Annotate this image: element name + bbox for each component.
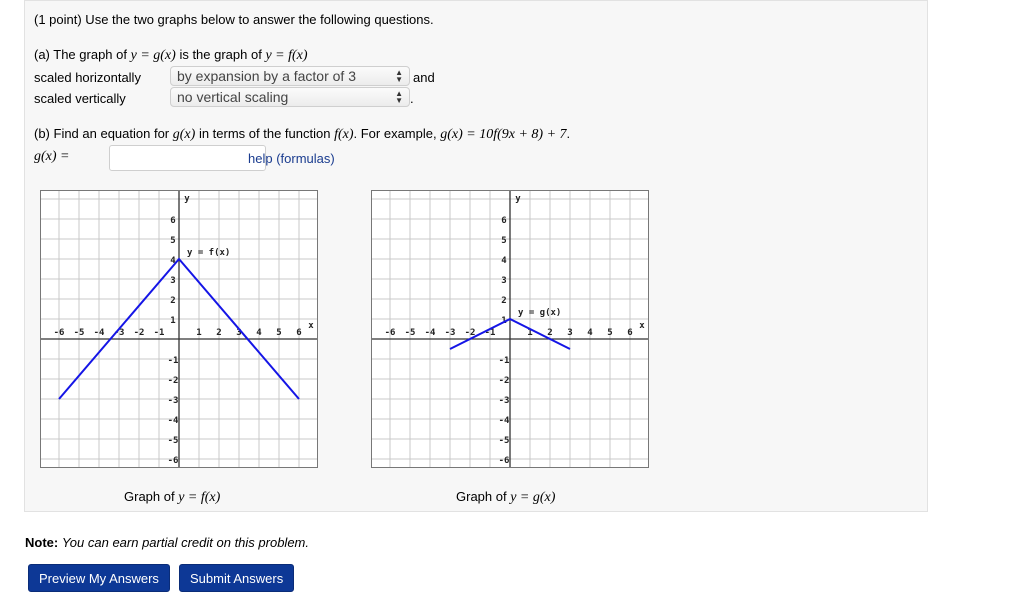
- graph-f-y-tick-label: -1: [167, 356, 179, 366]
- note-label: Note:: [25, 535, 59, 550]
- graph-f-y-tick-label: 2: [170, 296, 176, 306]
- graph-f-curve-label: y = f(x): [187, 248, 231, 258]
- part-a-question: [34, 47, 308, 64]
- graph-g-y-tick-label: 5: [501, 236, 507, 246]
- graph-f-y-tick-label: 1: [170, 316, 176, 326]
- graph-g-y-tick-label: 4: [501, 256, 507, 266]
- graph-f-caption-text: Graph of: [124, 489, 175, 504]
- graph-g-x-tick-label: -6: [384, 328, 396, 338]
- graph-f-x-axis-letter: x: [308, 321, 314, 331]
- part-a-mid: is the graph of: [179, 47, 262, 62]
- graph-f-y-tick-label: 3: [170, 276, 176, 286]
- graph-f-x-tick-label: 1: [196, 328, 202, 338]
- graph-f-y-tick-label: -6: [167, 456, 179, 466]
- note: [25, 535, 309, 550]
- graph-f-x-tick-label: 2: [216, 328, 222, 338]
- graph-f-x-tick-label: -2: [133, 328, 145, 338]
- graph-g-x-axis-letter: x: [639, 321, 645, 331]
- graph-g-x-tick-label: -5: [404, 328, 416, 338]
- graph-f-x-tick-label: -3: [113, 328, 125, 338]
- graph-g-curve-label: y = g(x): [518, 308, 562, 318]
- part-b-example-lead: . For example,: [353, 126, 437, 141]
- graph-g-y-tick-label: -4: [498, 416, 510, 426]
- graph-g-y-axis-letter: y: [515, 194, 521, 204]
- answer-label: g(x) =: [34, 149, 70, 164]
- problem-panel: [24, 0, 928, 512]
- preview-answers-button[interactable]: Preview My Answers: [28, 564, 170, 592]
- graph-g-caption-math: y = g(x): [510, 490, 556, 505]
- select-arrows-icon: ▲ ▼: [395, 89, 403, 105]
- part-b-math-g: g(x): [172, 127, 196, 142]
- vertical-scaling-label: scaled vertically: [34, 91, 126, 106]
- part-a-math-f: y = f(x): [265, 48, 308, 63]
- graph-f-caption-math: y = f(x): [178, 490, 221, 505]
- select-arrows-icon: ▲ ▼: [395, 68, 403, 84]
- horizontal-scaling-label: scaled horizontally: [34, 70, 141, 85]
- vertical-scaling-suffix: .: [410, 91, 414, 106]
- part-a-lead: (a) The graph of: [34, 47, 127, 62]
- help-formulas-link[interactable]: help (formulas): [248, 151, 335, 166]
- graph-g-x-tick-label: -1: [484, 328, 496, 338]
- graph-g-x-tick-label: 6: [627, 328, 633, 338]
- graph-g-x-tick-label: -2: [464, 328, 476, 338]
- part-b-example-end: .: [566, 126, 571, 141]
- graph-f-y-tick-label: 5: [170, 236, 176, 246]
- graph-g-y-tick-label: -2: [498, 376, 510, 386]
- graph-g-y-tick-label: 3: [501, 276, 507, 286]
- graph-f-x-tick-label: -5: [73, 328, 85, 338]
- graph-g-y-tick-label: -3: [498, 396, 510, 406]
- graph-g-x-tick-label: -3: [444, 328, 456, 338]
- part-b-question: [34, 126, 570, 143]
- graph-f-y-tick-label: -3: [167, 396, 179, 406]
- part-b-math-f: f(x): [334, 127, 354, 142]
- vertical-scaling-select[interactable]: [170, 87, 410, 107]
- graph-g-y-tick-label: 6: [501, 216, 507, 226]
- graph-g-y-tick-label: 1: [501, 316, 507, 326]
- part-a-math-g: y = g(x): [130, 48, 176, 63]
- answer-input[interactable]: [109, 145, 266, 171]
- graph-f-x-tick-label: 4: [256, 328, 262, 338]
- graph-g-y-tick-label: -1: [498, 356, 510, 366]
- graph-f-y-tick-label: -5: [167, 436, 179, 446]
- graph-g-caption-text: Graph of: [456, 489, 507, 504]
- graph-f-y-tick-label: -4: [167, 416, 179, 426]
- graph-g-y-tick-label: -5: [498, 436, 510, 446]
- horizontal-scaling-select[interactable]: [170, 66, 410, 86]
- graph-f-y-tick-label: 4: [170, 256, 176, 266]
- horizontal-scaling-suffix: and: [413, 70, 435, 85]
- graph-f-y-tick-label: 6: [170, 216, 176, 226]
- part-b-mid: in terms of the function: [198, 126, 331, 141]
- part-b-lead: (b) Find an equation for: [34, 126, 170, 141]
- graph-f-x-tick-label: -1: [153, 328, 165, 338]
- graph-g-canvas: [372, 191, 648, 467]
- graph-g-x-tick-label: 4: [587, 328, 593, 338]
- note-text: You can earn partial credit on this problem.: [61, 535, 309, 550]
- graph-g: [371, 190, 649, 468]
- graph-g-x-tick-label: 1: [527, 328, 533, 338]
- graph-f-y-tick-label: -2: [167, 376, 179, 386]
- graph-f-y-axis-letter: y: [184, 194, 190, 204]
- graph-g-x-tick-label: -4: [424, 328, 436, 338]
- submit-answers-button[interactable]: Submit Answers: [179, 564, 294, 592]
- graph-g-y-tick-label: 2: [501, 296, 507, 306]
- graph-g-x-tick-label: 2: [547, 328, 553, 338]
- graph-f-canvas: [41, 191, 317, 467]
- graph-f-caption: [124, 489, 220, 506]
- graph-g-x-tick-label: 5: [607, 328, 613, 338]
- problem-intro: (1 point) Use the two graphs below to answer the following questions.: [34, 12, 434, 27]
- graph-g-caption: [456, 489, 555, 506]
- part-b-example-math: g(x) = 10f(9x + 8) + 7: [440, 127, 567, 142]
- graph-f-x-tick-label: 3: [236, 328, 242, 338]
- graph-g-y-tick-label: -6: [498, 456, 510, 466]
- graph-f-x-tick-label: 5: [276, 328, 282, 338]
- graph-f-x-tick-label: -4: [93, 328, 105, 338]
- horizontal-scaling-value: by expansion by a factor of 3: [177, 68, 356, 84]
- graph-g-x-tick-label: 3: [567, 328, 573, 338]
- graph-f-x-tick-label: -6: [53, 328, 65, 338]
- vertical-scaling-value: no vertical scaling: [177, 89, 289, 105]
- graph-f-x-tick-label: 6: [296, 328, 302, 338]
- graph-f: [40, 190, 318, 468]
